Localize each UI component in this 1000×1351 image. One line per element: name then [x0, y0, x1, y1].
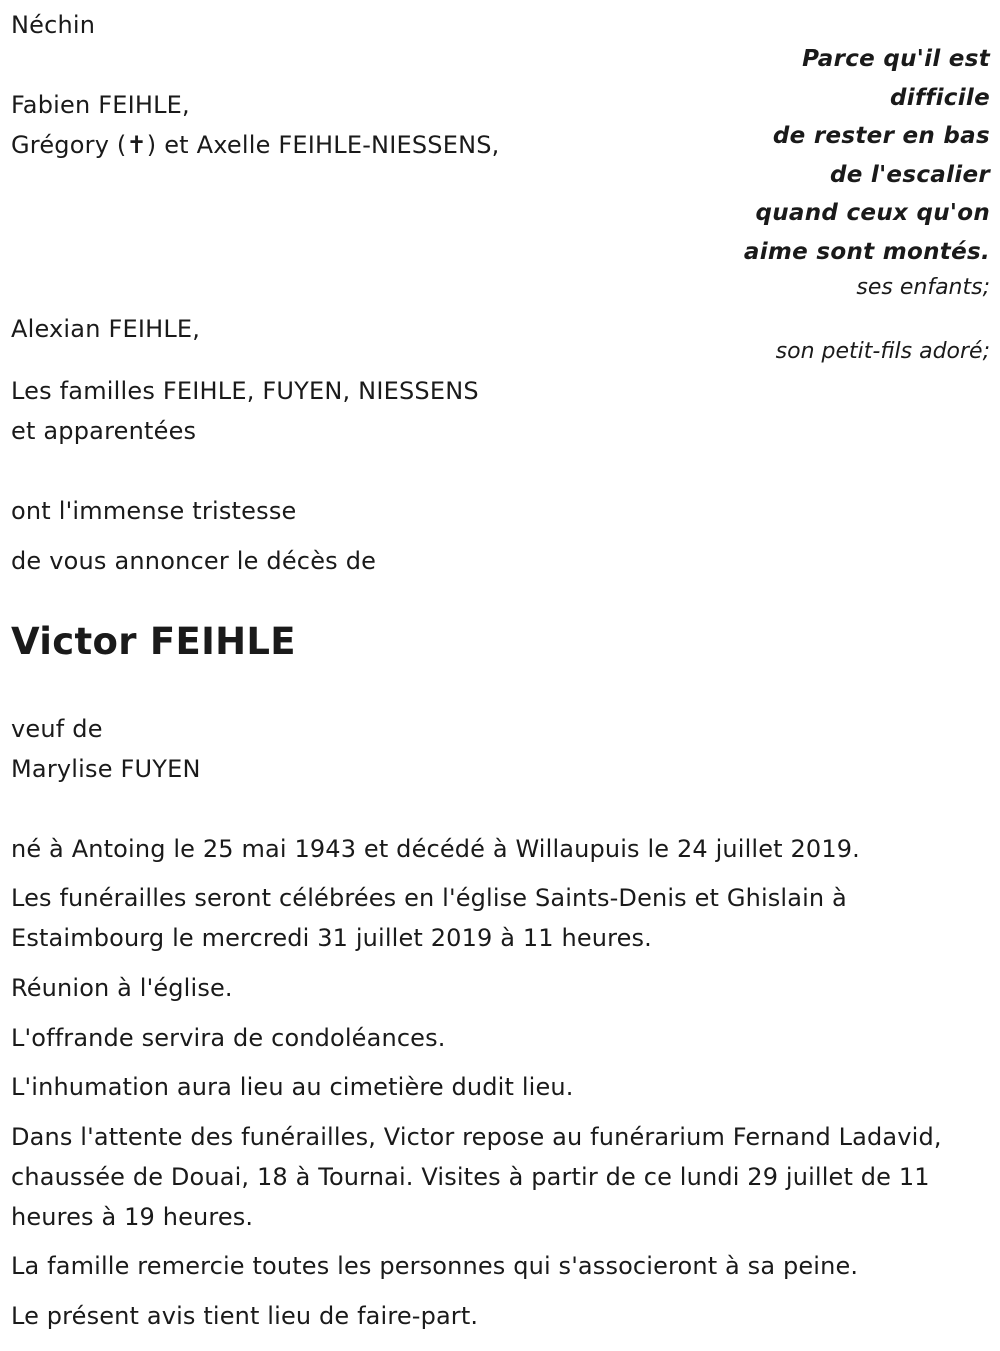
children-line-2-after: ) et Axelle FEIHLE-NIESSENS, — [146, 131, 500, 159]
deceased-name: Victor FEIHLE — [11, 620, 296, 663]
quote-line: de l'escalier — [829, 161, 990, 188]
burial-paragraph: L'inhumation aura lieu au cimetière dudit lieu. — [11, 1073, 574, 1101]
families-line-1: Les familles FEIHLE, FUYEN, NIESSENS — [11, 377, 479, 405]
quote-line: difficile — [890, 84, 990, 111]
children-line-1: Fabien FEIHLE, — [11, 91, 190, 119]
widow-label: veuf de — [11, 715, 103, 743]
quote-line: de rester en bas — [772, 123, 990, 150]
children-line-2-before: Grégory ( — [11, 131, 127, 159]
announcement-line-1: ont l'immense tristesse — [11, 497, 297, 525]
meeting-paragraph: Réunion à l'église. — [11, 974, 233, 1002]
location: Néchin — [11, 11, 96, 39]
grandson: Alexian FEIHLE, — [11, 315, 201, 343]
notice-paragraph: Le présent avis tient lieu de faire-part. — [11, 1302, 479, 1330]
children-role: ses enfants; — [856, 275, 990, 300]
children-line-2 — [11, 125, 500, 165]
funeral-paragraph: Les funérailles seront célébrées en l'église Saints-Denis et Ghislain à Estaimbourg le mercredi 31 juillet 2019 à 11 heures. — [11, 884, 847, 952]
announcement-line-2: de vous annoncer le décès de — [11, 547, 377, 575]
thanks-paragraph: La famille remercie toutes les personnes qui s'associeront à sa peine. — [11, 1252, 859, 1280]
spouse-name: Marylise FUYEN — [11, 755, 201, 783]
birth-death-paragraph: né à Antoing le 25 mai 1943 et décédé à Willaupuis le 24 juillet 2019. — [11, 835, 860, 863]
quote-line: quand ceux qu'on — [755, 200, 990, 227]
quote-line: Parce qu'il est — [802, 46, 990, 72]
families-line-2: et apparentées — [11, 417, 197, 445]
offering-paragraph: L'offrande servira de condoléances. — [11, 1024, 446, 1052]
quote-line: aime sont montés. — [743, 238, 990, 265]
cross-icon: ✝ — [126, 131, 147, 159]
visitation-paragraph: Dans l'attente des funérailles, Victor repose au funérarium Fernand Ladavid, chaussée de Douai, 18 à Tournai. Visites à partir de ce lundi 29 juillet de 11 heures à 19 heures. — [11, 1123, 942, 1231]
grandson-role: son petit-fils adoré; — [775, 339, 990, 364]
quote-block — [744, 40, 990, 272]
